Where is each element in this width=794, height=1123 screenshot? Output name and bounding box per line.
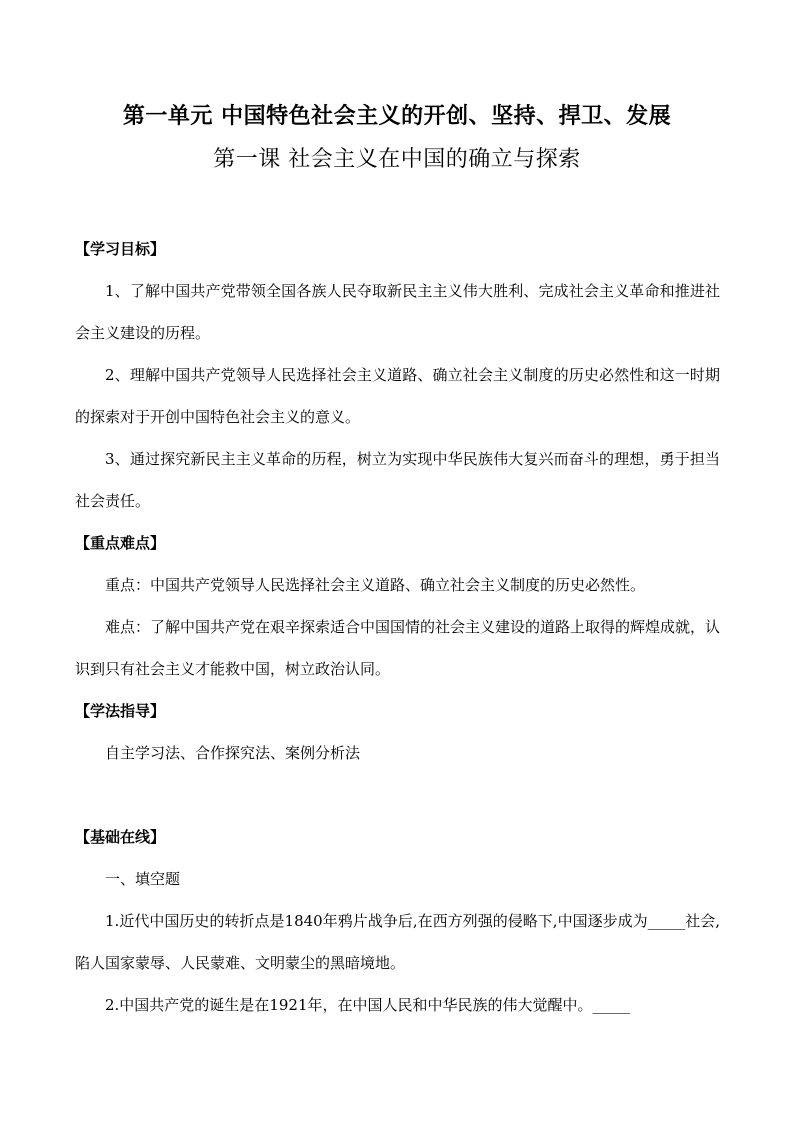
question-1: 1.近代中国历史的转折点是1840年鸦片战争后,在西方列强的侵略下,中国逐步成为_____社会,陷人国家蒙辱、人民蒙难、文明蒙尘的黑暗境地。 — [75, 912, 720, 972]
objectives-heading: 【学习目标】 — [75, 240, 166, 258]
key-points-heading: 【重点难点】 — [75, 534, 166, 552]
question-2: 2.中国共产党的诞生是在1921年，在中国人民和中华民族的伟大觉醒中。_____ — [105, 996, 630, 1014]
key-point-focus: 重点：中国共产党领导人民选择社会主义道路、确立社会主义制度的历史必然性。 — [105, 576, 646, 594]
fill-in-section-label: 一、填空题 — [105, 870, 181, 888]
lesson-title: 第一课 社会主义在中国的确立与探索 — [213, 147, 581, 172]
method-heading: 【学法指导】 — [75, 702, 166, 720]
document-body — [75, 228, 720, 1026]
method-text: 自主学习法、合作探究法、案例分析法 — [105, 744, 361, 762]
section-spacer — [75, 774, 720, 816]
objective-item-3: 3、通过探究新民主主义革命的历程，树立为实现中华民族伟大复兴而奋斗的理想，勇于担当社会责任。 — [75, 450, 720, 510]
objective-item-2: 2、理解中国共产党领导人民选择社会主义道路、确立社会主义制度的历史必然性和这一时期的探索对于开创中国特色社会主义的意义。 — [75, 366, 720, 426]
basics-heading: 【基础在线】 — [75, 828, 166, 846]
key-point-difficulty: 难点：了解中国共产党在艰辛探索适合中国国情的社会主义建设的道路上取得的辉煌成就，认识到只有社会主义才能救中国，树立政治认同。 — [75, 618, 721, 678]
objective-item-1: 1、了解中国共产党带领全国各族人民夺取新民主主义伟大胜利、完成社会主义革命和推进社会主义建设的历程。 — [75, 282, 720, 342]
unit-title: 第一单元 中国特色社会主义的开创、坚持、捍卫、发展 — [122, 104, 672, 129]
